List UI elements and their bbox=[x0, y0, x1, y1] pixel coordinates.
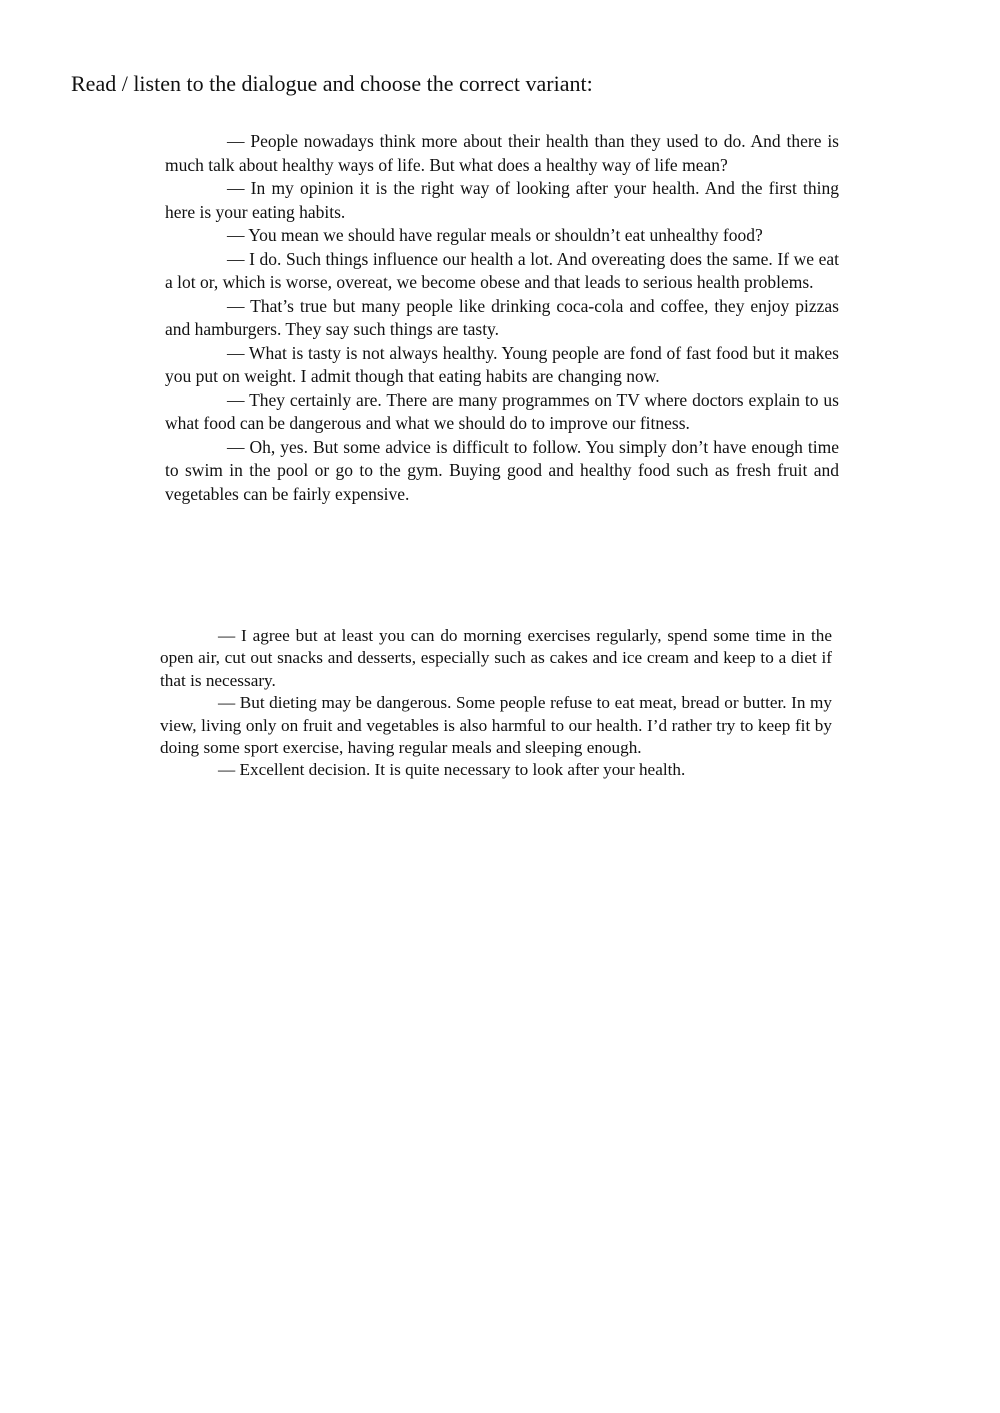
dialogue-turn: — You mean we should have regular meals or shouldn’t eat unhealthy food? bbox=[227, 225, 763, 245]
dialogue-turn: — I do. Such things influence our health a lot. And overeating does the same. If we eat a lot or, which is worse, overeat, we become obese and that leads to serious health problems. bbox=[165, 248, 839, 292]
dialogue-turn: — That’s true but many people like drinking coca-cola and coffee, they enjoy pizzas and hamburgers. They say such things are tasty. bbox=[165, 295, 839, 339]
dialogue-turn: — I agree but at least you can do morning exercises regularly, spend some time in the open air, cut out snacks and desserts, especially such as cakes and ice cream and keep to a diet if that is necessary. bbox=[160, 626, 832, 690]
dialogue-turn: — People nowadays think more about their health than they used to do. And there is much talk about healthy ways of life. But what does a healthy way of life mean? bbox=[165, 131, 839, 175]
dialogue-turn: — They certainly are. There are many programmes on TV where doctors explain to us what food can be dangerous and what we should do to improve our fitness. bbox=[165, 389, 839, 433]
worksheet-instruction: Read / listen to the dialogue and choose the correct variant: bbox=[71, 71, 593, 96]
dialogue-turn: — In my opinion it is the right way of looking after your health. And the first thing here is your eating habits. bbox=[165, 178, 839, 222]
dialogue-turn: — Excellent decision. It is quite necessary to look after your health. bbox=[218, 760, 686, 780]
dialogue-turn: — What is tasty is not always healthy. Young people are fond of fast food but it makes you put on weight. I admit though that eating habits are changing now. bbox=[165, 342, 839, 386]
dialogue-text-block-continued bbox=[160, 625, 832, 782]
dialogue-turn: — But dieting may be dangerous. Some people refuse to eat meat, bread or butter. In my view, living only on fruit and vegetables is also harmful to our health. I’d rather try to keep fit by doing some sport exercise, having regular meals and sleeping enough. bbox=[160, 693, 832, 758]
dialogue-turn: — Oh, yes. But some advice is difficult to follow. You simply don’t have enough time to swim in the pool or go to the gym. Buying good and healthy food such as fresh fruit and vegetables can be fairly expensive. bbox=[165, 436, 839, 504]
dialogue-text-block bbox=[165, 130, 839, 506]
